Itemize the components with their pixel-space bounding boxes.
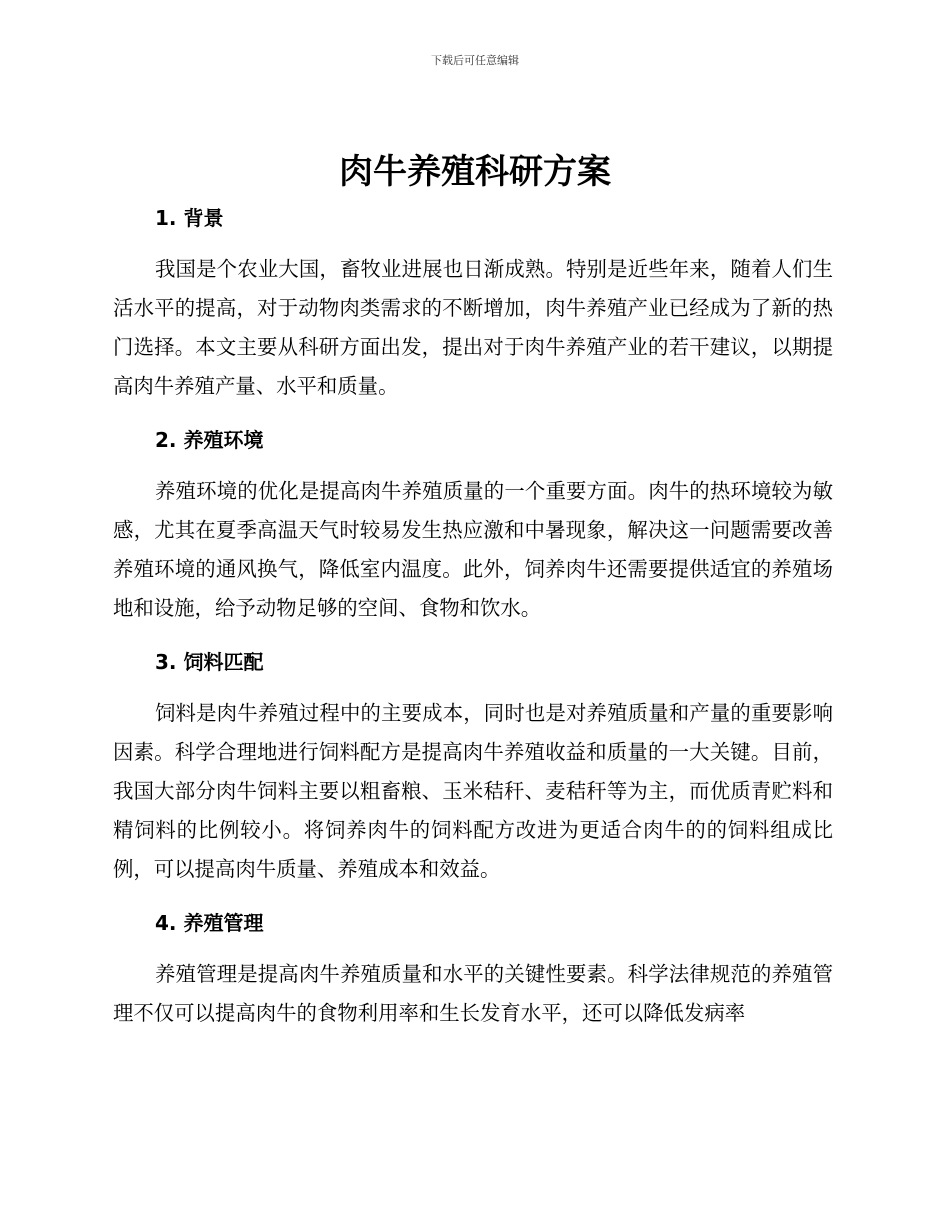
document-body bbox=[113, 200, 833, 1049]
section-paragraph-background: 我国是个农业大国，畜牧业进展也日渐成熟。特别是近些年来，随着人们生活水平的提高，对于动物肉类需求的不断增加，肉牛养殖产业已经成为了新的热门选择。本文主要从科研方面出发，提出对于肉牛养殖产业的若干建议，以期提高肉牛养殖产量、水平和质量。 bbox=[113, 257, 833, 398]
section-paragraph-environment: 养殖环境的优化是提高肉牛养殖质量的一个重要方面。肉牛的热环境较为敏感，尤其在夏季高温天气时较易发生热应激和中暑现象，解决这一问题需要改善养殖环境的通风换气，降低室内温度。此外，饲养肉牛还需要提供适宜的养殖场地和设施，给予动物足够的空间、食物和饮水。 bbox=[113, 479, 833, 620]
page-header-note: 下载后可任意编辑 bbox=[431, 54, 519, 67]
section-paragraph-management: 养殖管理是提高肉牛养殖质量和水平的关键性要素。科学法律规范的养殖管理不仅可以提高肉牛的食物利用率和生长发育水平，还可以降低发病率 bbox=[113, 962, 833, 1025]
section-heading-management: 4. 养殖管理 bbox=[155, 911, 264, 935]
section-heading-feed: 3. 饲料匹配 bbox=[155, 650, 264, 674]
section-paragraph-feed: 饲料是肉牛养殖过程中的主要成本，同时也是对养殖质量和产量的重要影响因素。科学合理地进行饲料配方是提高肉牛养殖收益和质量的一大关键。目前，我国大部分肉牛饲料主要以粗畜粮、玉米秸秆、麦秸秆等为主，而优质青贮料和精饲料的比例较小。将饲养肉牛的饲料配方改进为更适合肉牛的的饲料组成比例，可以提高肉牛质量、养殖成本和效益。 bbox=[113, 701, 833, 881]
section-heading-environment: 2. 养殖环境 bbox=[155, 428, 264, 452]
section-heading-background: 1. 背景 bbox=[155, 206, 224, 230]
document-title: 肉牛养殖科研方案 bbox=[339, 152, 611, 192]
